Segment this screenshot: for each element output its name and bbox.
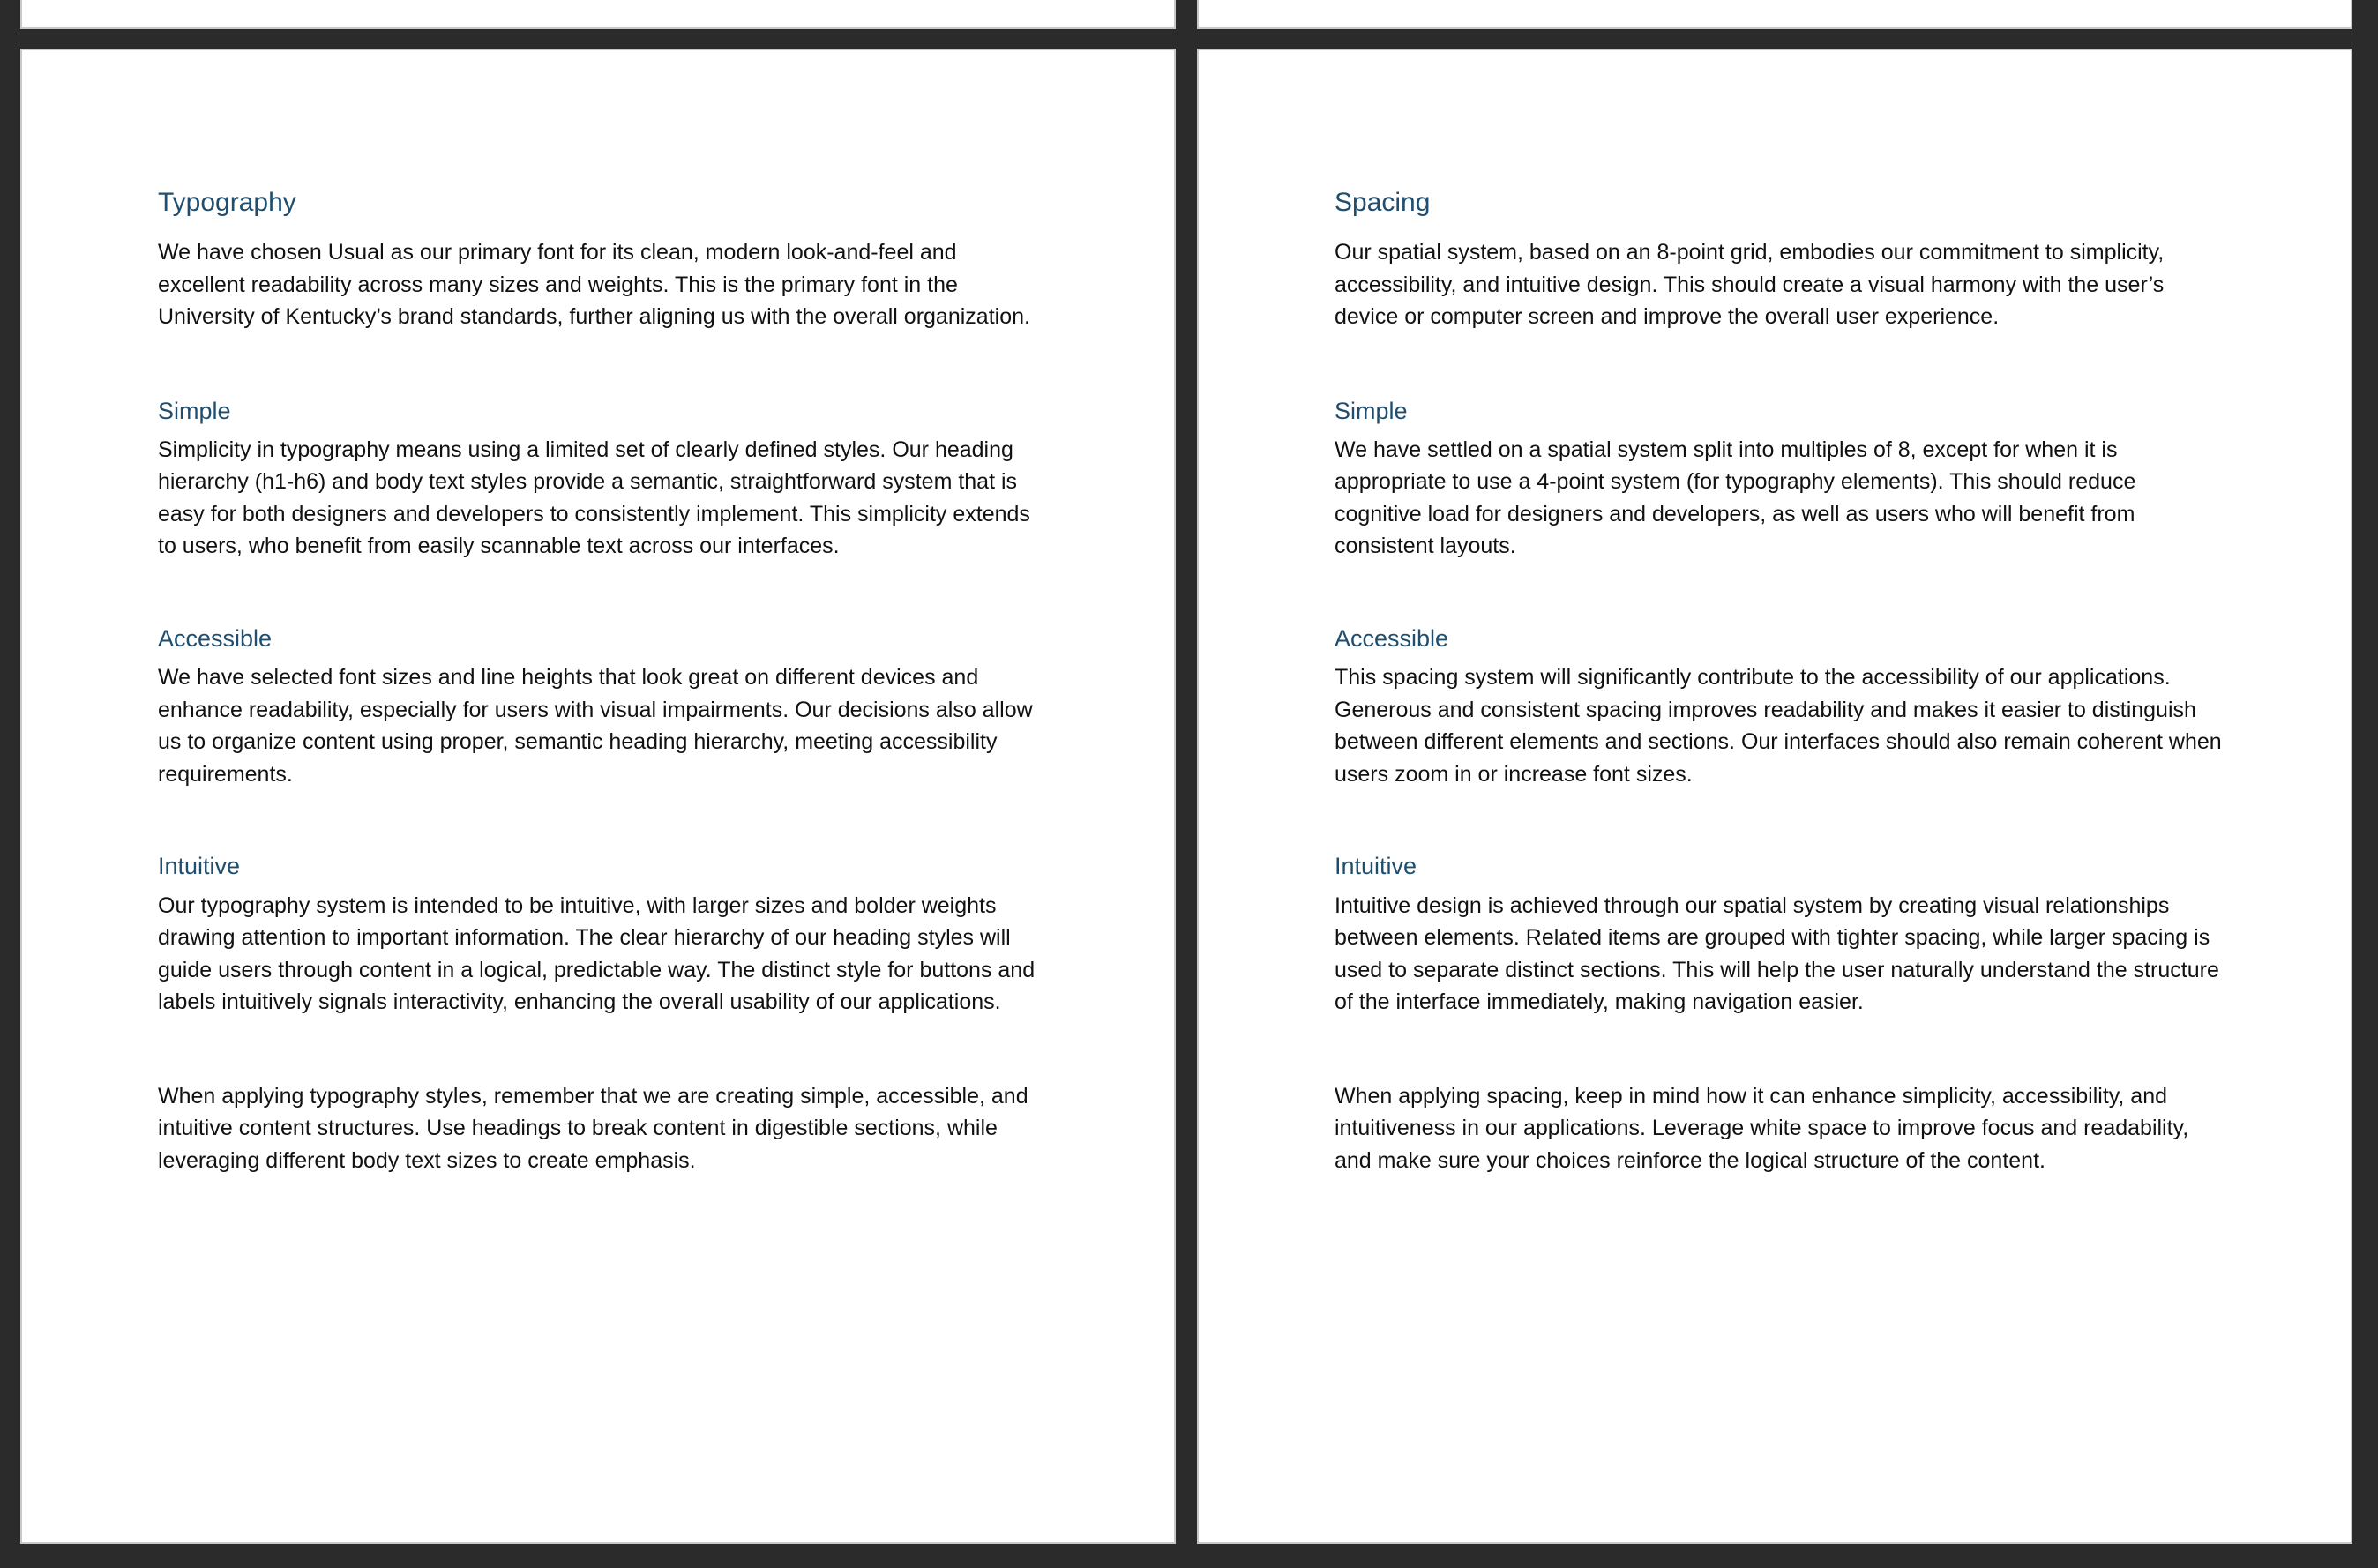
page-spacing — [1197, 49, 2352, 1544]
section-heading: Intuitive — [158, 853, 241, 880]
section-accessible — [1335, 624, 2225, 790]
section-heading: Intuitive — [1335, 853, 1417, 880]
page-title: Spacing — [1335, 188, 1431, 217]
section-body: Simplicity in typography means using a limited set of clearly defined styles. Our heading hierarchy (h1-h6) and body text styles provide a semantic, straightforward system that is easy for both designers and developers to consistently implement. This simplicity extends to users, who benefit from easily scannable text across our interfaces. — [158, 437, 1030, 559]
section-body: We have settled on a spatial system split into multiples of 8, except for when it is appropriate to use a 4-point system (for typography elements). This should reduce cognitive load for designers and developers, as well as users who will benefit from consistent layouts. — [1335, 437, 2136, 559]
section-heading: Simple — [1335, 397, 1408, 424]
section-simple — [158, 397, 1049, 563]
intro-section — [158, 187, 1049, 333]
section-body: Our typography system is intended to be intuitive, with larger sizes and bolder weights drawing attention to important information. The clear hierarchy of our heading styles will guide users through content in a logical, predictable way. The distinct style for buttons and labels intuitively signals interactivity, enhancing the overall usability of our applications. — [158, 892, 1036, 1015]
previous-page-right — [1197, 0, 2352, 29]
intro-paragraph: Our spatial system, based on an 8-point grid, embodies our commitment to simplicity, accessibility, and intuitive design. This should create a visual harmony with the user’s device or computer screen and improve the overall user experience. — [1335, 240, 2165, 329]
previous-page-left — [20, 0, 1176, 29]
section-heading: Accessible — [158, 624, 273, 652]
page-typography — [20, 49, 1176, 1544]
section-heading: Accessible — [1335, 624, 1449, 652]
page-title: Typography — [158, 188, 296, 217]
closing-paragraph: When applying spacing, keep in mind how it can enhance simplicity, accessibility, and intuitiveness in our applications. Leverage white space to improve focus and readability, and make sure your choices reinforce the logical structure of the content. — [1335, 1083, 2189, 1173]
section-heading: Simple — [158, 397, 231, 424]
section-simple — [1335, 397, 2225, 563]
intro-section — [1335, 187, 2225, 333]
section-body: Intuitive design is achieved through our spatial system by creating visual relationships between elements. Related items are grouped with tighter spacing, while larger spacing is used to separate distinct sections. This will help the user naturally understand the structure of the interface immediately, making navigation easier. — [1335, 892, 2219, 1015]
page-content — [1335, 187, 2225, 1176]
section-body: We have selected font sizes and line heights that look great on different devices and enhance readability, especially for users with visual impairments. Our decisions also allow us to organize content using proper, semantic heading hierarchy, meeting accessibility requirements. — [158, 665, 1033, 787]
closing-paragraph: When applying typography styles, remember that we are creating simple, accessible, and intuitive content structures. Use headings to break content in digestible sections, while leveraging different body text sizes to create emphasis. — [158, 1083, 1028, 1173]
page-content — [158, 187, 1049, 1176]
section-accessible — [158, 624, 1049, 790]
intro-paragraph: We have chosen Usual as our primary font for its clean, modern look-and-feel and excellent readability across many sizes and weights. This is the primary font in the University of Kentucky’s brand standards, further aligning us with the overall organization. — [158, 240, 1030, 329]
section-intuitive — [158, 852, 1049, 1018]
section-body: This spacing system will significantly contribute to the accessibility of our applications. Generous and consistent spacing improves readability and makes it easier to distinguish between different elements and sections. Our interfaces should also remain coherent when users zoom in or increase font sizes. — [1335, 665, 2222, 787]
section-intuitive — [1335, 852, 2225, 1018]
